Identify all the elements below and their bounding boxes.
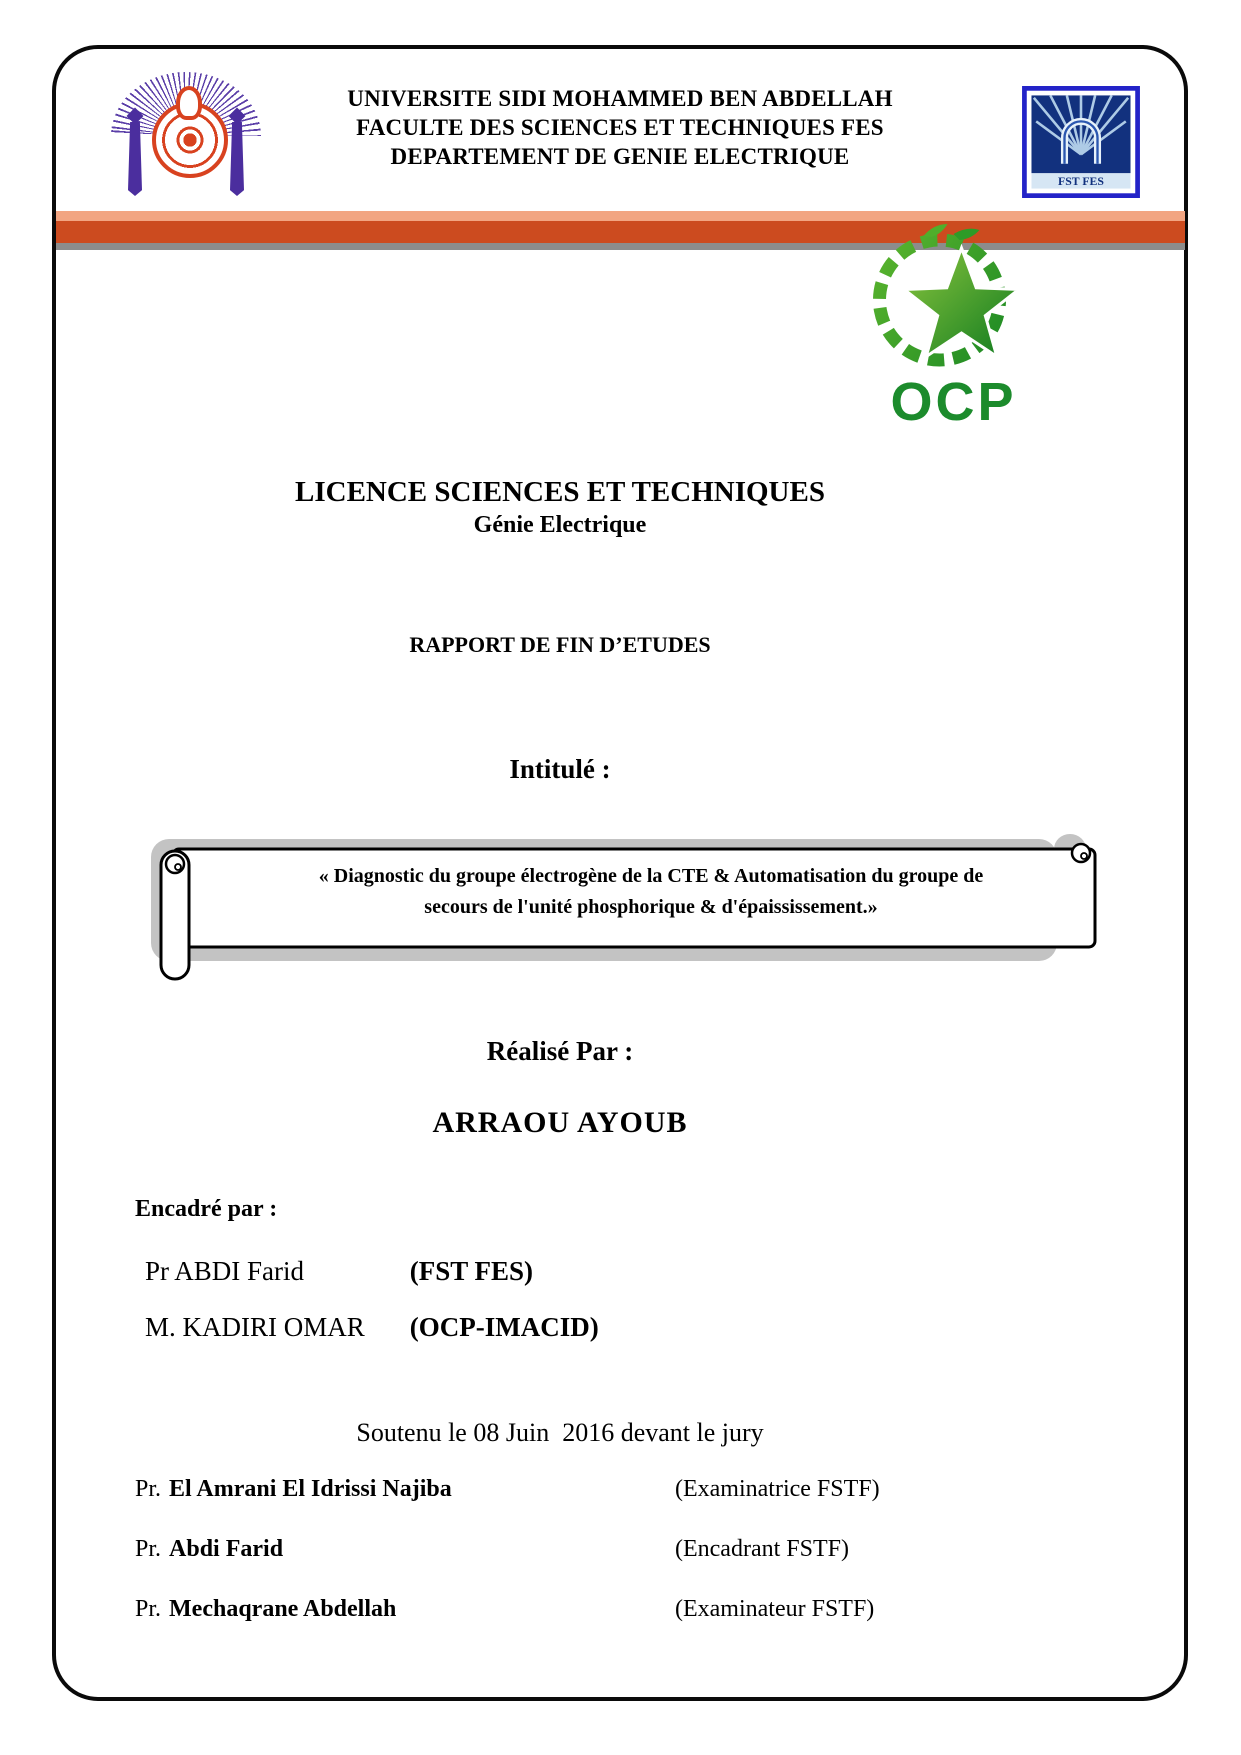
jury-role: (Examinateur FSTF) [675,1596,875,1622]
project-title-line2: secours de l'unité phosphorique & d'épaississement.» [424,896,878,918]
department-name: DEPARTEMENT DE GENIE ELECTRIQUE [390,144,850,169]
supervisor-org: (OCP-IMACID) [409,1312,599,1342]
jury-prefix: Pr. [135,1596,162,1622]
jury-name: Abdi Farid [169,1536,284,1562]
faculty-name: FACULTE DES SCIENCES ET TECHNIQUES FES [356,115,884,140]
university-name: UNIVERSITE SIDI MOHAMMED BEN ABDELLAH [347,86,893,111]
author-name: ARRAOU AYOUB [432,1106,688,1139]
supervisor-name: M. KADIRI OMAR [145,1312,365,1342]
ocp-logo-text: OCP [890,372,1017,428]
usmba-right-column-icon [228,110,246,196]
jury-row [135,1476,1045,1503]
supervisor-row [145,1256,533,1287]
supervisor-name: Pr ABDI Farid [145,1256,305,1286]
report-type-title: RAPPORT DE FIN D’ETUDES [409,632,711,657]
usmba-university-logo-icon [106,72,266,198]
fst-fes-logo-text: FST FES [1058,175,1104,189]
supervisors-label: Encadré par : [135,1196,278,1222]
degree-title: LICENCE SCIENCES ET TECHNIQUES [295,476,825,508]
jury-name: El Amrani El Idrissi Najiba [169,1476,452,1502]
supervisor-row [145,1312,599,1343]
supervisor-org: (FST FES) [409,1256,534,1286]
jury-name: Mechaqrane Abdellah [169,1596,397,1622]
jury-prefix: Pr. [135,1536,162,1562]
intitule-label: Intitulé : [509,754,611,784]
fst-fes-logo-icon [1022,86,1140,198]
jury-prefix: Pr. [135,1476,162,1502]
institution-header [270,84,970,171]
defense-statement: Soutenu le 08 Juin 2016 devant le jury [356,1418,764,1447]
jury-row [135,1596,1045,1623]
project-title [215,861,1087,923]
jury-role: (Encadrant FSTF) [675,1536,849,1562]
jury-row [135,1536,1045,1563]
realise-par-label: Réalisé Par : [486,1036,634,1066]
specialty-title: Génie Electrique [473,512,647,538]
jury-role: (Examinatrice FSTF) [675,1476,880,1502]
ocp-logo-icon [860,220,1048,428]
project-title-banner [145,833,1105,985]
usmba-left-column-icon [126,110,144,196]
project-title-line1: « Diagnostic du groupe électrogène de la CTE & Automatisation du groupe de [318,865,984,887]
usmba-keyhole-icon [176,86,202,120]
